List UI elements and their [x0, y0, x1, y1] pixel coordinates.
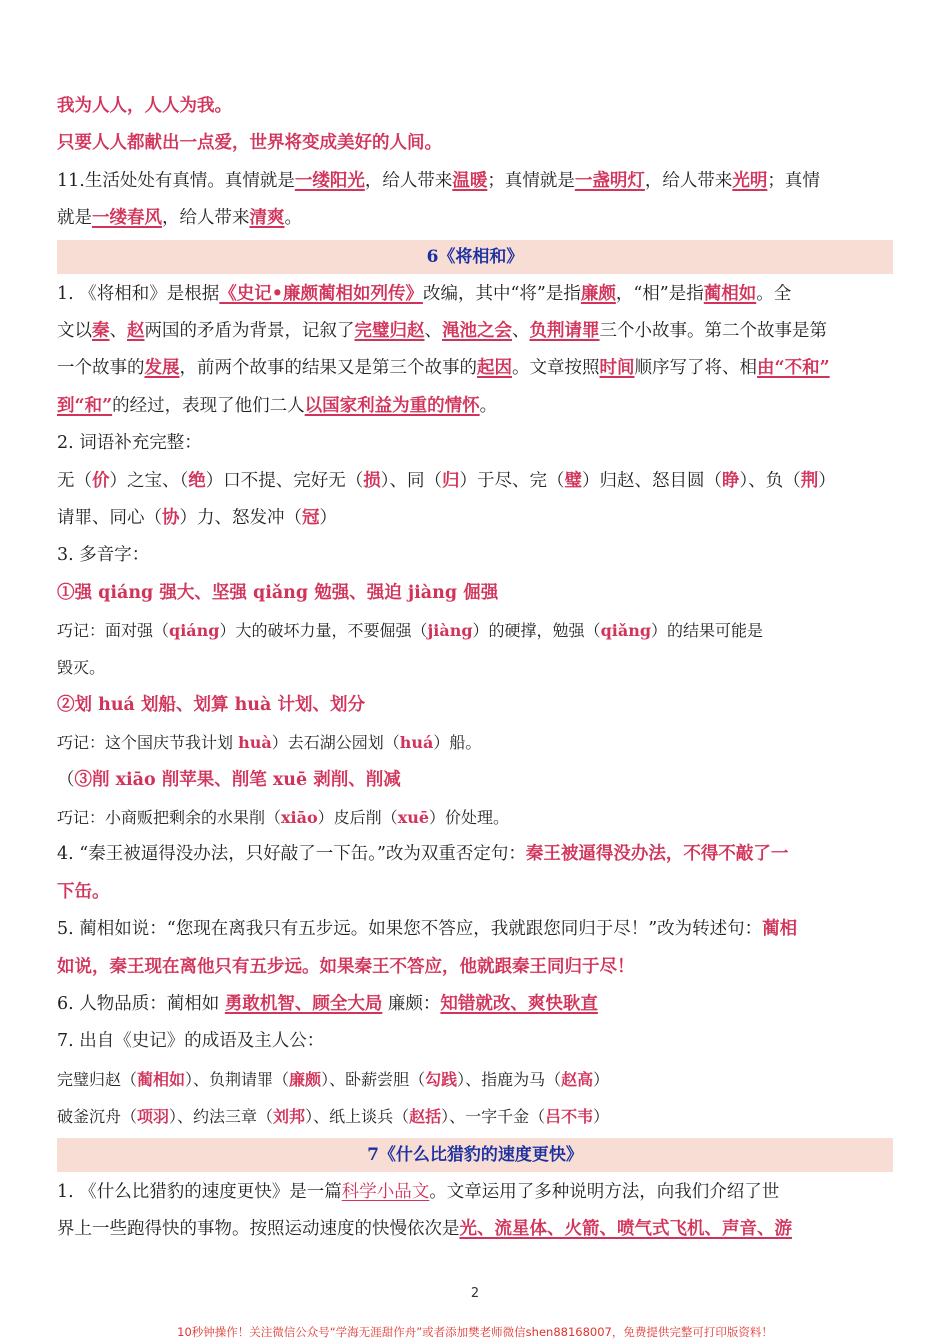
text-line — [57, 836, 893, 873]
page-number: 2 — [470, 1286, 480, 1301]
text-span: 、 — [512, 320, 530, 341]
text-line — [57, 874, 893, 911]
text-line — [57, 500, 893, 537]
text-line — [57, 350, 893, 387]
text-span: ）力、怒发冲（ — [179, 507, 302, 528]
text-line — [57, 799, 893, 836]
text-span: 廉颇： — [382, 993, 441, 1014]
text-span: ，给人带来 — [644, 170, 733, 191]
text-span: 。全 — [756, 283, 792, 304]
answer-text: qiǎng — [600, 621, 652, 641]
answer-text: 廉颇 — [289, 1069, 322, 1089]
answer-text: huá — [399, 733, 434, 753]
answer-text: 一缕阳光 — [294, 170, 365, 191]
answer-text: 价 — [92, 470, 110, 491]
text-line — [57, 911, 893, 948]
section-6-body — [57, 276, 893, 1136]
answer-text: 渑池之会 — [442, 320, 512, 341]
answer-text: 荆 — [800, 470, 819, 491]
text-span: ）大的破坏力量，不要倔强（ — [219, 621, 428, 641]
answer-text: 刘邦 — [273, 1107, 306, 1127]
answer-text: ②划 huá 划船、划算 huà 计划、划分 — [57, 694, 365, 715]
text-span: 、 — [109, 320, 127, 341]
answer-text: 蔺相如 — [137, 1069, 186, 1089]
text-span: ）、同（ — [380, 470, 442, 491]
answer-text: 蔺相 — [762, 919, 798, 940]
text-span: 就是 — [57, 208, 92, 229]
text-span: ；真情就是 — [487, 170, 575, 191]
text-span: ）、约法三章（ — [169, 1107, 274, 1127]
text-span: 顺序写了将、相 — [634, 358, 757, 379]
text-span: 三个小故事。第二个故事是第 — [599, 320, 827, 341]
text-line — [57, 1211, 893, 1248]
text-line — [57, 949, 893, 986]
text-span: ，“相”是指 — [615, 283, 704, 304]
text-span: 。 — [284, 208, 302, 229]
text-span: 7. 出自《史记》的成语及主人公： — [57, 1031, 325, 1052]
answer-text: ③削 xiāo 削苹果、削笔 xuē 剥削、削减 — [74, 769, 401, 790]
answer-text: 项羽 — [137, 1107, 170, 1127]
text-span: 文以 — [57, 320, 92, 341]
text-line — [57, 276, 893, 313]
answer-text: qiáng — [169, 621, 220, 641]
answer-text: 归 — [442, 470, 460, 491]
answer-text: 睁 — [722, 470, 740, 491]
answer-text: 光明 — [732, 170, 768, 191]
answer-text: 起因 — [477, 358, 512, 379]
answer-text: jiàng — [427, 621, 473, 641]
answer-text: 损 — [363, 470, 381, 491]
answer-text: 科学小品文 — [341, 1181, 430, 1202]
answer-text: 璧 — [564, 470, 582, 491]
text-line — [57, 1023, 893, 1060]
text-span: ）、卧薪尝胆（ — [321, 1069, 426, 1089]
text-line — [57, 649, 893, 686]
text-line — [57, 1098, 893, 1135]
text-span: 改编，其中“将”是指 — [422, 283, 581, 304]
answer-text: 绝 — [188, 470, 206, 491]
text-span: ，给人带来 — [162, 208, 250, 229]
text-span: ）、负荆请罪（ — [185, 1069, 290, 1089]
answer-text: 知错就改、爽快耿直 — [440, 993, 598, 1014]
text-span: 1. 《什么比猎豹的速度更快》是一篇 — [57, 1181, 342, 1202]
answer-text: 清爽 — [249, 208, 285, 229]
motto-line-2: 只要人人都献出一点爱，世界将变成美好的人间。 — [57, 133, 442, 154]
text-span: ，给人带来 — [364, 170, 453, 191]
answer-text: 勇敢机智、顾全大局 — [224, 993, 383, 1014]
text-span: 11.生活处处有真情。真情就是 — [57, 170, 295, 191]
text-span: 巧记：这个国庆节我计划 — [57, 733, 239, 753]
text-line — [57, 612, 893, 649]
section-7-title: 7《什么比猎豹的速度更快》 — [57, 1138, 893, 1172]
answer-text: 以国家利益为重的情怀 — [304, 395, 480, 416]
answer-text: 发展 — [144, 358, 180, 379]
text-span: 。文章按照 — [512, 358, 600, 379]
text-line — [57, 1061, 893, 1098]
answer-text: 赵括 — [409, 1107, 442, 1127]
text-line — [57, 1174, 893, 1211]
footer-promo: 10秒钟操作！关注微信公众号“学海无涯甜作舟”或者添加樊老师微信shen88168007，免费提供完整可打印版资料！ — [177, 1325, 773, 1339]
text-span: ）的硬撑，勉强（ — [472, 621, 601, 641]
item-11-line-1 — [57, 163, 893, 200]
text-span: ）价处理。 — [429, 808, 510, 828]
text-span: 请罪、同心（ — [57, 507, 162, 528]
text-span: 、 — [424, 320, 442, 341]
text-span: ；真情 — [767, 170, 820, 191]
text-span: ）的结果可能是 — [651, 621, 764, 641]
answer-text: 冠 — [302, 507, 320, 528]
text-span: ）归赵、怒目圆（ — [582, 470, 722, 491]
answer-text: 负荆请罪 — [529, 320, 600, 341]
text-line — [57, 425, 893, 462]
answer-text: 廉颇 — [580, 283, 616, 304]
text-span: ，前两个故事的结果又是第三个故事的 — [179, 358, 477, 379]
text-span: 两国的矛盾为背景，记叙了 — [144, 320, 355, 341]
text-span: ）船。 — [433, 733, 482, 753]
text-span: ）、指鹿为马（ — [457, 1069, 562, 1089]
answer-text: 秦 — [92, 320, 110, 341]
item-11-line-2 — [57, 200, 893, 237]
answer-text: 勾践 — [425, 1069, 458, 1089]
text-span: 破釜沉舟（ — [57, 1107, 138, 1127]
answer-text: xuē — [397, 808, 430, 828]
answer-text: 蔺相如 — [703, 283, 757, 304]
text-span: ） — [593, 1069, 610, 1089]
text-line — [57, 313, 893, 350]
text-span: ）口不提、完好无（ — [205, 470, 364, 491]
section-7-body — [57, 1174, 893, 1249]
answer-text: 一盏明灯 — [574, 170, 645, 191]
text-span: ）、纸上谈兵（ — [305, 1107, 410, 1127]
answer-text: 温暖 — [452, 170, 488, 191]
answer-text: 到“和” — [57, 395, 113, 416]
text-span: 巧记：小商贩把剩余的水果削（ — [57, 808, 282, 828]
answer-text: huà — [238, 733, 272, 753]
text-span: ）、负（ — [739, 470, 801, 491]
answer-text: 如说，秦王现在离他只有五步远。如果秦王不答应，他就跟秦王同归于尽！ — [57, 956, 635, 977]
answer-text: 秦王被逼得没办法，不得不敲了一 — [525, 844, 789, 865]
document-page — [57, 88, 893, 1248]
text-span: 。文章运用了多种说明方法，向我们介绍了世 — [429, 1181, 780, 1202]
text-span: ）去石湖公园划（ — [271, 733, 400, 753]
text-line — [57, 986, 893, 1023]
text-span: 毁灭。 — [57, 658, 106, 678]
text-span: 1. 《将相和》是根据 — [57, 283, 220, 304]
answer-text: 完璧归赵 — [354, 320, 425, 341]
section-6-title: 6《将相和》 — [57, 240, 893, 274]
motto-line-1: 我为人人，人人为我。 — [57, 96, 232, 116]
text-span: ）于尽、完（ — [459, 470, 565, 491]
text-line — [57, 724, 893, 761]
answer-text: 时间 — [599, 358, 635, 379]
answer-text: 赵 — [127, 320, 145, 341]
text-span: 5. 蔺相如说：“您现在离我只有五步远。如果您不答应，我就跟您同归于尽！”改为转述句： — [57, 919, 763, 940]
answer-text: 吕不韦 — [545, 1107, 594, 1127]
answer-text: xiāo — [281, 808, 318, 828]
text-span: 巧记：面对强（ — [57, 621, 170, 641]
text-line — [57, 687, 893, 724]
answer-text: 赵高 — [561, 1069, 594, 1089]
answer-text: 由“不和” — [757, 358, 830, 379]
text-span: 一个故事的 — [57, 358, 145, 379]
text-span: ）皮后削（ — [317, 808, 398, 828]
text-span: ）、一字千金（ — [441, 1107, 546, 1127]
text-line — [57, 463, 893, 500]
text-span: 界上一些跑得快的事物。按照运动速度的快慢依次是 — [57, 1218, 460, 1239]
text-line — [57, 762, 893, 799]
text-line — [57, 537, 893, 574]
text-line — [57, 388, 893, 425]
text-span: ） — [319, 507, 337, 528]
text-span: （ — [57, 769, 75, 790]
text-span: 2. 词语补充完整： — [57, 433, 202, 454]
text-span: 的经过，表现了他们二人 — [112, 395, 305, 416]
answer-text: 一缕春风 — [92, 208, 162, 229]
answer-text: 光、流星体、火箭、喷气式飞机、声音、游 — [459, 1218, 792, 1239]
answer-text: 《史记•廉颇蔺相如列传》 — [219, 283, 423, 304]
text-span: 完璧归赵（ — [57, 1069, 138, 1089]
answer-text: ①强 qiáng 强大、坚强 qiǎng 勉强、强迫 jiàng 倔强 — [57, 582, 499, 603]
text-span: ） — [818, 470, 836, 491]
text-span: ）之宝、（ — [109, 470, 189, 491]
text-span: 3. 多音字： — [57, 545, 150, 566]
text-span: 无（ — [57, 470, 92, 491]
answer-text: 下缶。 — [57, 881, 110, 902]
text-span: 。 — [479, 395, 498, 416]
text-span: 6. 人物品质：蔺相如 — [57, 993, 225, 1014]
text-line — [57, 575, 893, 612]
text-span: 4. “秦王被逼得没办法，只好敲了一下缶。”改为双重否定句： — [57, 844, 526, 865]
answer-text: 协 — [162, 507, 180, 528]
text-span: ） — [593, 1107, 610, 1127]
